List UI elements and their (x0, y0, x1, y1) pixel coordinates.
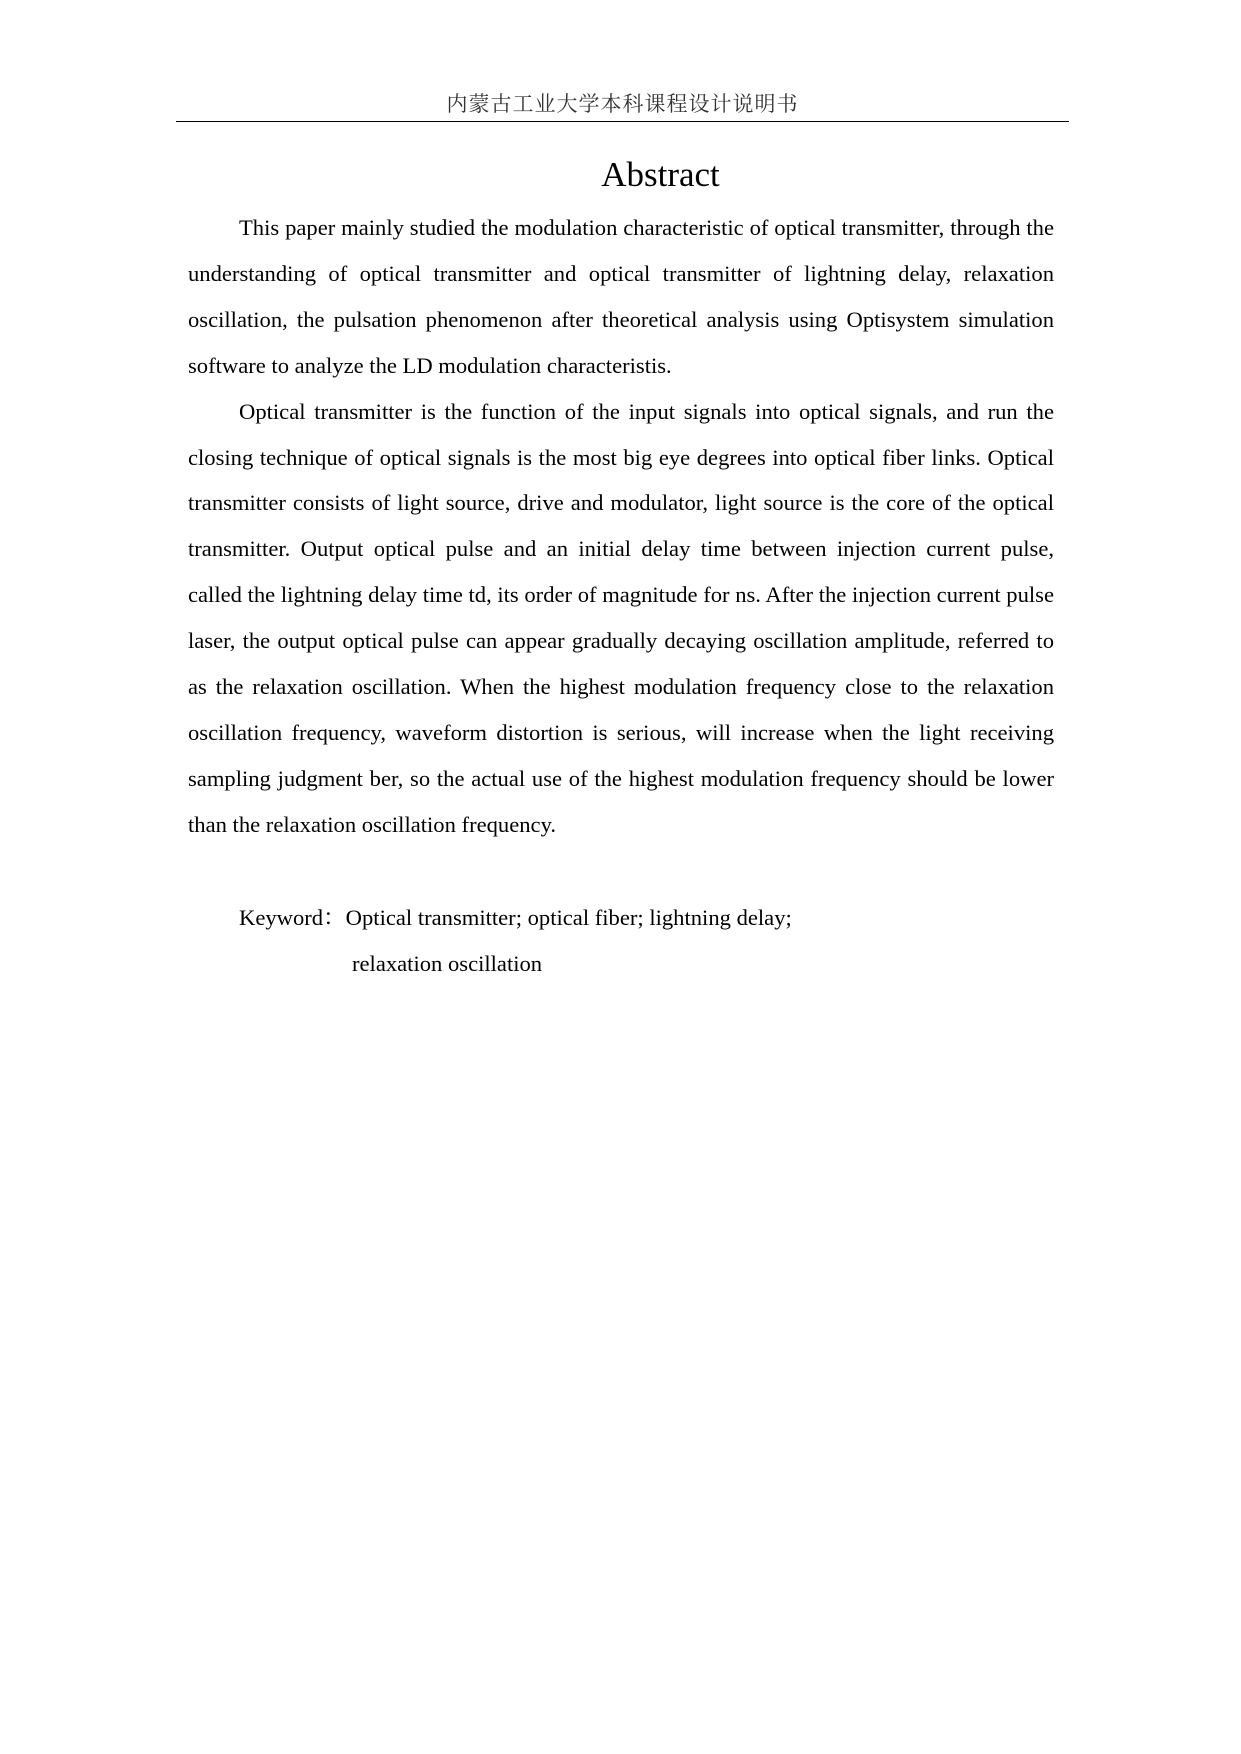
page-header: 内蒙古工业大学本科课程设计说明书 (446, 92, 799, 116)
keywords-line-1 (239, 895, 792, 941)
header-divider (176, 121, 1069, 122)
abstract-paragraph-2: Optical transmitter is the function of the input signals into optical signals, and run the closing technique of optical signals is the most big eye degrees into optical fiber links. Optical transmitter consists of light source, drive and modulator, light source is the core of the optical transmitter. Output optical pulse and an initial delay time between injection current pulse, called the lightning delay time td, its order of magnitude for ns. After the injection current pulse laser, the output optical pulse can appear gradually decaying oscillation amplitude, referred to as the relaxation oscillation. When the highest modulation frequency close to the relaxation oscillation frequency, waveform distortion is serious, will increase when the light receiving sampling judgment ber, so the actual use of the highest modulation frequency should be lower than the relaxation oscillation frequency. (188, 398, 1054, 837)
abstract-body (188, 205, 1054, 848)
keywords-line-2: relaxation oscillation (352, 950, 543, 976)
abstract-title: Abstract (601, 155, 720, 194)
abstract-paragraph-1: This paper mainly studied the modulation characteristic of optical transmitter, through the understanding of optical transmitter and optical transmitter of lightning delay, relaxation oscillation, the pulsation phenomenon after theoretical analysis using Optisystem simulation software to analyze the LD modulation characteristis. (188, 215, 1054, 378)
keywords (239, 895, 792, 987)
keywords-text-1: Optical transmitter; optical fiber; lightning delay; (345, 905, 792, 930)
keyword-label: Keyword： (239, 905, 346, 930)
